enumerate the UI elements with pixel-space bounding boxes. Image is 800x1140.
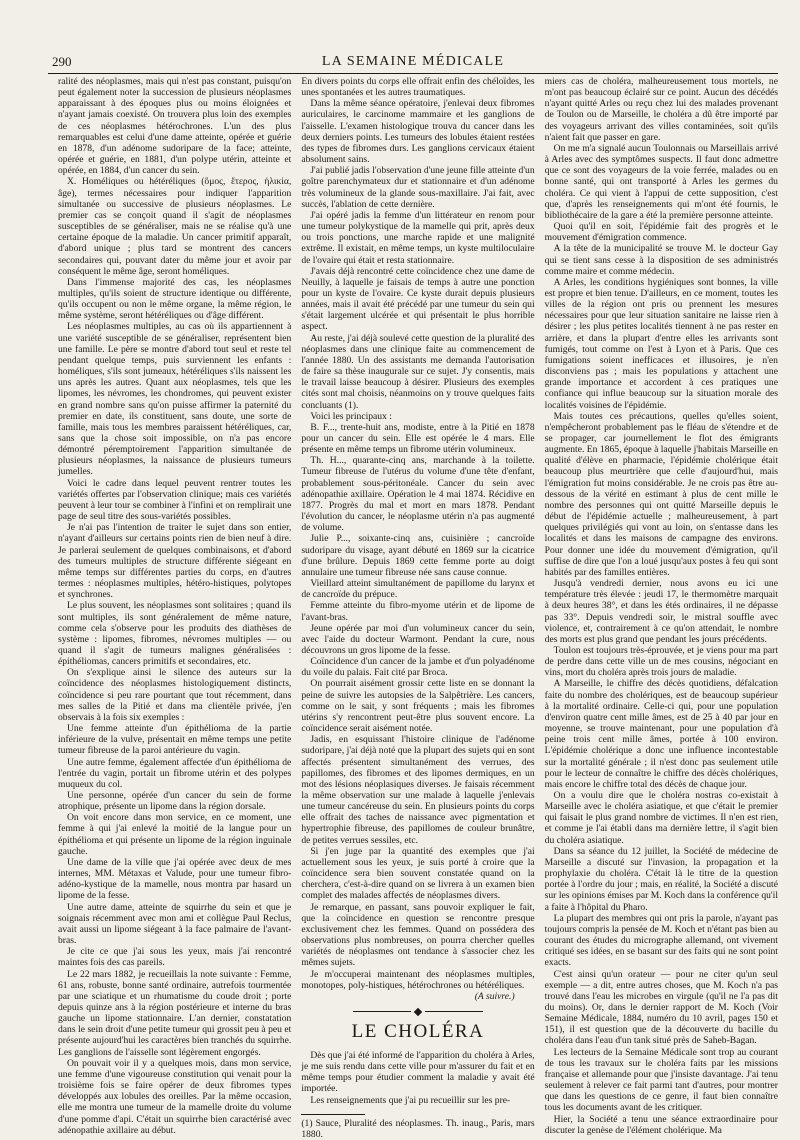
paragraph: Une personne, opérée d'un cancer du sein de forme atrophique, présente un lipome dans la région dorsale. bbox=[58, 790, 292, 813]
paragraph: J'avais déjà rencontré cette coïncidence chez une dame de Neuilly, à laquelle je faisais de temps à autre une ponction pour un kyste de l'ovaire. Ce kyste durait depuis plusieurs années, mais il avait été précédé par une tumeur du sein qui s'était largement ulcérée et qui présentait le plus horrible aspect. bbox=[301, 265, 535, 333]
journal-title: LA SEMAINE MÉDICALE bbox=[321, 54, 505, 69]
paragraph: Les renseignements que j'ai pu recueillir sur les pre- bbox=[310, 1094, 511, 1106]
paragraph: Les néoplasmes multiples, au cas où ils appartiennent à une variété susceptible de se généraliser, représentent bien une famille. Le père se montre d'abord tout seul et reste tel pendant quelque temps, puis surviennent les enfants : homéliques, s'ils sont jumeaux, hétéréliques s'ils naissent les uns après les autres. Quant aux néoplasmes, tels que les lipomes, les névromes, les chondromes, qui peuvent exister en grand nombre sans qu'on puisse affirmer la paternité du premier en date, ils constituent, sans doute, une sorte de famille, mais tous les membres paraissent hétéréliques, car, sans que la chose soit impossible, on n'a pas encore démontré péremptoirement l'apparition simultanée de plusieurs néoplasmes, la naissance de plusieurs tumeurs jumelles. bbox=[58, 321, 292, 478]
paragraph: Voici les principaux : bbox=[310, 410, 392, 422]
paragraph: Vieillard atteint simultanément de papillome du larynx et de cancroïde du prépuce. bbox=[301, 578, 535, 601]
paragraph: On pourrait aisément grossir cette liste en se donnant la peine de suivre les autopsies de la Salpêtrière. Les cancers, comme on le sait, y sont fréquents ; mais les fibromes utérins s'y rencontrent peut-être plus souvent encore. La coïncidence serait aisément notée. bbox=[301, 678, 535, 735]
paragraph: miers cas de choléra, malheureusement tous mortels, ne m'ont pas beaucoup éclairé sur ce point. Aucun des décédés n'ayant quitté Arles ou reçu chez lui des malades provenant de Toulon ou de Marseille, le choléra a dû être importé par des voyageurs arrivant des villes contaminées, soit qu'ils n'aient fait que passer en gare. bbox=[544, 76, 778, 143]
paragraph: Une autre femme, également affectée d'un épithélioma de l'entrée du vagin, portait un fibrome utérin et des polypes muqueux du col. bbox=[58, 756, 292, 790]
paragraph: A la tête de la municipalité se trouve M. le docteur Gay qui se tient sans cesse à la disposition de ses administrés comme maire et comme médecin. bbox=[544, 243, 778, 277]
paragraph: La plupart des membres qui ont pris la parole, n'ayant pas toujours compris la pensée de M. Koch et n'étant pas bien au courant des études du micrographe allemand, ont vivement critiqué ses idées, en se basant sur des faits qui ne sont point exacts. bbox=[544, 912, 778, 969]
paragraph: Le 22 mars 1882, je recueillais la note suivante : Femme, 61 ans, robuste, bonne santé ordinaire, autrefois tourmentée par une sciatique et un rhumatisme du coude droit ; porte depuis quinze ans à la région postérieure et interne du bras gauche un lipome stationnaire. L'an dernier, constatation dans le sein droit d'une petite tumeur qui grossit peu à peu et présente aujourd'hui les caractères bien tranchés du squirrhe. Les ganglions de l'aisselle sont légèrement engorgés. bbox=[58, 968, 292, 1058]
paragraph: Dès que j'ai été informé de l'apparition du choléra à Arles, je me suis rendu dans cette ville pour m'assurer du fait et en même temps pour étudier comment la maladie y avait été importée. bbox=[301, 1049, 535, 1095]
column-1 bbox=[58, 76, 292, 1136]
column-3 bbox=[544, 76, 778, 1136]
running-head bbox=[48, 54, 778, 72]
paragraph: Femme atteinte du fibro-myome utérin et de lipome de l'avant-bras. bbox=[301, 600, 535, 623]
paragraph: Une dame de la ville que j'ai opérée avec deux de mes internes, MM. Métaxas et Valude, pour une tumeur fibro-adéno-kystique de la mamelle, nous montra par hasard un lipome de la fesse. bbox=[58, 856, 292, 902]
section-title: LE CHOLÉRA bbox=[351, 1020, 485, 1042]
paragraph: Je m'occuperai maintenant des néoplasmes multiples, monotopes, poly-histiques, hétérochrones ou hétéréliques. bbox=[301, 968, 535, 991]
paragraph: A Marseille, le chiffre des décès quotidiens, défalcation faite du nombre des cholériques, est de beaucoup supérieur à la mortalité ordinaire. Celle-ci qui, pour une population d'environ quatre cent mille âmes, est de 25 à 40 par jour en moyenne, se trouve maintenant, pour une population d'à peine trois cent mille âmes, portée à 100 environ. L'épidémie cholérique a donc une influence incontestable sur la mortalité générale ; il n'est donc pas seulement utile pour le lecteur de connaître le chiffre des décès cholériques, mais encore le chiffre total des décès de chaque jour. bbox=[544, 678, 778, 790]
paragraph: Je n'ai pas l'intention de traiter le sujet dans son entier, n'ayant d'ailleurs sur certains points rien de bien neuf à dire. Je parlerai seulement de quelques combinaisons, et d'abord des tumeurs multiples de structure différente siégeant en même temps sur différentes parties du corps, en d'autres termes : néoplasmes multiples, hétéro-histiques, polytopes et synchrones. bbox=[58, 522, 292, 601]
ornament-line-right bbox=[425, 1011, 483, 1012]
paragraph: B. F..., trente-huit ans, modiste, entre à la Pitié en 1878 pour un cancer du sein. Elle est opérée le 4 mars. Elle présente en même temps un fibrome utérin volumineux. bbox=[301, 421, 535, 456]
paragraph: Th. H..., quarante-cinq ans, marchande à la toilette. Tumeur fibreuse de l'utérus du volume d'une tête d'enfant, probablement sous-péritonéale. Cancer du sein avec adénopathie axillaire. Opération le 4 mai 1874. Récidive en 1877. Progrès du mal et mort en mars 1878. Pendant l'évolution du cancer, le néoplasme utérin n'a pas augmenté de volume. bbox=[301, 455, 535, 534]
paragraph: Coïncidence d'un cancer de la jambe et d'un polyadénome du voile du palais. Fait cité par Broca. bbox=[301, 656, 535, 679]
paragraph: Une autre dame, atteinte de squirrhe du sein et que je soignais récemment avec mon ami et collègue Paul Reclus, avait aussi un lipome siégeant à la face palmaire de l'avant-bras. bbox=[58, 901, 292, 947]
paragraph: Julie P..., soixante-cinq ans, cuisinière ; cancroïde sudoripare du visage, ayant débuté en 1869 sur la cicatrice d'une brûlure. Depuis 1869 cette femme porte au doigt annulaire une tumeur fibreuse née sans cause connue. bbox=[301, 533, 535, 578]
paragraph: Dans sa séance du 12 juillet, la Société de médecine de Marseille a discuté sur l'invasion, la propagation et la prophylaxie du choléra. C'était là le titre de la question portée à l'ordre du jour ; mais, en réalité, la Société a discuté sur les opinions émises par M. Koch dans la conférence qu'il a faite à l'hôpital du Pharo. bbox=[544, 845, 778, 913]
article-columns bbox=[58, 76, 778, 1140]
to-be-continued: (A suivre.) bbox=[474, 990, 515, 1002]
paragraph: J'ai publié jadis l'observation d'une jeune fille atteinte d'un goître parenchymateux dur et stationnaire et d'un adénome très volumineux de la glande sous-maxillaire. J'ai fait, avec succès, l'ablation de cette dernière. bbox=[301, 165, 535, 210]
paragraph: Je remarque, en passant, sans pouvoir expliquer le fait, que la coïncidence en question se rencontre presque exclusivement chez les femmes. Quand on possédera des observations plus nombreuses, on pourra chercher quelles variétés de néoplasmes ont tendance à s'associer chez les mêmes sujets. bbox=[301, 901, 535, 969]
paragraph: Hier, la Société a tenu une séance extraordinaire pour discuter la genèse de l'élément cholérique. Ma bbox=[544, 1113, 778, 1136]
footnote: (1) Sauce, Pluralité des néoplasmes. Th. inaug., Paris, mars 1880. bbox=[301, 1117, 535, 1140]
paragraph: Les lecteurs de la Semaine Médicale sont trop au courant de tous les travaux sur le choléra faits par les missions française et allemande pour que j'insiste davantage. J'ai tenu seulement à relever ce fait parmi tant d'autres, pour montrer que dans les questions de ce genre, il faut bien connaître tous les documents avant de les critiquer. bbox=[544, 1046, 778, 1114]
paragraph: ralité des néoplasmes, mais qui n'est pas constant, puisqu'on peut également noter la succession de plusieurs néoplasmes apparaissant à des époques plus ou moins éloignées et n'ayant jamais coexisté. On trouvera plus loin des exemples de ces néoplasmes hétérochrones. L'un des plus remarquables est celui d'une dame atteinte, opérée et guérie en 1878, d'un adénome sudoripare de la face; atteinte, opérée et guérie, en 1881, d'un polype utérin, atteinte et opérée, en 1884, d'un cancer du sein. bbox=[58, 76, 292, 177]
paragraph: Voici le cadre dans lequel peuvent rentrer toutes les variétés offertes par l'observation clinique; mais ces variétés peuvent à leur tour se combiner à l'infini et on remplirait une page de seul titre des sous-variétés possibles. bbox=[58, 477, 292, 523]
paragraph: Quoi qu'il en soit, l'épidémie fait des progrès et le mouvement d'émigration commence. bbox=[544, 221, 778, 244]
paragraph: C'est ainsi qu'un orateur — pour ne citer qu'un seul exemple — a dit, entre autres choses, que M. Koch n'a pas trouvé dans l'eau les microbes en virgule (qu'il ne l'a pas dit du moins). Or, dans le dernier rapport de M. Koch (Voir Semaine Médicale, 1884, numéro du 10 avril, pages 150 et 151), il est question que de la découverte du bacille du choléra dans l'eau d'un tank situé près de Saheb-Bagan. bbox=[544, 968, 778, 1047]
paragraph: Au reste, j'ai déjà soulevé cette question de la pluralité des néoplasmes dans une clinique faite au commencement de l'année 1880. Un des assistants me demanda l'autorisation de faire sa thèse inaugurale sur ce sujet. J'y consentis, mais le travail laisse beaucoup à désirer. Plusieurs des exemples cités sont mal choisis, néanmoins on y trouve quelques faits concluants (1). bbox=[301, 332, 535, 411]
paragraph: En divers points du corps elle offrait enfin des chéloïdes, les unes spontanées et les autres traumatiques. bbox=[301, 76, 535, 99]
paragraph: A Arles, les conditions hygiéniques sont bonnes, la ville est propre et bien tenue. D'ailleurs, en ce moment, toutes les villes de la région ont pris ou prennent les mesures nécessaires pour que leur situation sanitaire ne laisse rien à désirer ; les plus petites localités tiennent à ne pas rester en arrière, et dans la plupart d'entre elles les arrivants sont fumigés, tout comme on l'est à Lyon et à Paris. Que ces fumigations soient inefficaces et illusoires, je n'en disconviens pas ; mais les populations y attachent une grande importance et accordent à ces pratiques une confiance qui influe beaucoup sur la situation morale des localités voisines de l'épidémie. bbox=[544, 276, 778, 411]
paragraph: Jeune opérée par moi d'un volumineux cancer du sein, avec l'aide du docteur Warmont. Pendant la cure, nous découvrons un gros lipome de la fesse. bbox=[301, 622, 535, 656]
paragraph: J'ai opéré jadis la femme d'un littérateur en renom pour une tumeur polykystique de la mamelle qui prit, après deux ou trois ponctions, une marche rapide et une malignité extrême. Il existait, en même temps, un kyste multiloculaire de l'ovaire qui était et resta stationnaire. bbox=[301, 209, 535, 266]
paragraph: Jusqu'à vendredi dernier, nous avons eu ici une température très élevée : jeudi 17, le thermomètre marquait à deux heures 38°, et dans les étés ordinaires, il ne dépasse pas 33°. Depuis vendredi soir, le mistral souffle avec violence, et, contrairement à ce qu'on attendait, le nombre des morts est plus grand que pendant les jours précédents. bbox=[544, 578, 778, 645]
paragraph: On me m'a signalé aucun Toulonnais ou Marseillais arrivé à Arles avec des symptômes suspects. Il faut donc admettre que ce sont des voyageurs de la voie ferrée, malades ou en bonne santé, qui ont transporté à Arles les germes du choléra. Ce qui vient à l'appui de cette supposition, c'est que, d'après les renseignements qui m'ont été fournis, le bibliothécaire de la gare a été la première personne atteinte. bbox=[544, 142, 778, 221]
paragraph: On s'explique ainsi le silence des auteurs sur la coïncidence des néoplasmes histologiquement distincts, coïncidence si peu rare pourtant que tout récemment, dans mes salles de la Pitié et dans ma clientèle privée, j'en observais à la fois six exemples : bbox=[58, 667, 292, 723]
section-ornament bbox=[301, 1008, 534, 1016]
paragraph: Une femme atteinte d'un épithélioma de la partie inférieure de la vulve, présentait en même temps une petite tumeur fibreuse de la paroi antérieure du vagin. bbox=[58, 723, 292, 757]
paragraph: Jadis, en esquissant l'histoire clinique de l'adénome sudoripare, j'ai déjà noté que la plupart des sujets qui en sont affectés présentent simultanément des verrues, des papillomes, des fibromes et des lipomes dermiques, en un mot des lésions néoplasiques diverses. Je faisais récemment la même observation sur une malade à laquelle j'enlevais une tumeur cancéreuse du sein. En plusieurs points du corps elle offrait des taches de naissance avec pigmentation et hypertrophie fibreuse, des papillomes de couleur brunâtre, de petites verrues sessiles, etc. bbox=[301, 734, 535, 846]
paragraph: On voit encore dans mon service, en ce moment, une femme à qui j'ai enlevé la moitié de la langue pour un épithélioma et qui présente un lipome de la région inguinale gauche. bbox=[58, 812, 292, 857]
paragraph: Toulon est toujours très-éprouvée, et je viens pour ma part de perdre dans cette ville un de mes cousins, négociant en vins, mort du choléra après trois jours de maladie. bbox=[544, 644, 778, 679]
paragraph: Dans la même séance opératoire, j'enlevai deux fibromes auriculaires, le carcinome mammaire et les ganglions de l'aisselle. L'examen histologique trouva du cancer dans les deux derniers points. Les tumeurs des lobules étaient restées des types de fibromes durs. Les ganglions cervicaux étaient absolument sains. bbox=[301, 98, 535, 166]
paragraph: X. Homéliques ou hétéréliques (ὅμος, ἕτερος, ἡλικία, âge), termes nécessaires pour indiquer l'apparition simultanée ou successive de plusieurs néoplasmes. Le premier cas se conçoit quand il s'agit de néoplasmes susceptibles de se généraliser, mais ne se réalise qu'à une certaine époque de la maladie. Un cancer primitif apparaît, d'abord unique ; plus tard se montrent des cancers secondaires qui, pouvant dater du même jour et avoir par conséquent le même âge, seront homéliques. bbox=[58, 176, 292, 277]
column-2 bbox=[301, 76, 535, 1140]
paragraph: On a voulu dire que le choléra nostras co-existait à Marseille avec le choléra asiatique, et que c'était le premier qui faisait le plus grand nombre de victimes. Il n'en est rien, et comme je l'ai établi dans ma dernière lettre, il s'agit bien du choléra asiatique. bbox=[544, 790, 778, 846]
paragraph: Le plus souvent, les néoplasmes sont solitaires ; quand ils sont multiples, ils sont généralement de même nature, comme cela s'observe pour les produits des diathèses de système : lipomes, fibromes, névromes multiples — ou quand il s'agit de tumeurs malignes généralisées : épithéliomas, cancers primitifs et secondaires, etc. bbox=[58, 600, 292, 668]
page-number: 290 bbox=[52, 54, 72, 69]
header-rule bbox=[48, 73, 778, 74]
ornament-line-left bbox=[353, 1011, 411, 1012]
paragraph: Dans l'immense majorité des cas, les néoplasmes multiples, qu'ils soient de structure identique ou différente, qu'ils occupent ou non le même organe, la même région, le même système, seront hétéréliques ou d'âge différent. bbox=[58, 276, 292, 322]
footnote-rule bbox=[301, 1114, 365, 1115]
paragraph: On pouvait voir il y a quelques mois, dans mon service, une femme d'une vigoureuse constitution qui venait pour la troisième fois se faire opérer de deux fibromes types développés aux lobules des oreilles. Par la même occasion, elle me montra une tumeur de la mamelle droite du volume d'une pomme d'api. C'était un squirrhe bien caractérisé avec adénopathie axillaire au début. bbox=[58, 1057, 292, 1136]
paragraph: Mais toutes ces précautions, quelles qu'elles soient, n'empêcheront probablement pas le fléau de s'étendre et de se propager, car journellement le flot des émigrants augmente. En 1865, époque à laquelle j'habitais Marseille en qualité d'élève en pharmacie, l'épidémie cholérique était beaucoup plus meurtrière que celle d'aujourd'hui, mais l'émigration fut moins considérable. Je ne crois pas être au-dessous de la vérité en estimant à plus de cent mille le nombre des personnes qui ont quitté Marseille depuis le début de l'épidémie actuelle ; malheureusement, à part quelques privilégiés qui vont au loin, on s'entasse dans les localités et dans les maisons de campagne des environs. Pour donner une idée du mouvement d'émigration, qu'il suffise de dire que l'on a loué jusqu'aux postes à feu qui sont habités par des familles entières. bbox=[544, 410, 778, 578]
ornament-diamond-icon bbox=[414, 1008, 422, 1016]
paragraph: Si j'en juge par la quantité des exemples que j'ai actuellement sous les yeux, je suis porté à croire que la coïncidence sera bien souvent constatée quand on la cherchera, c'est-à-dire quand on se livrera à un examen bien complet des malades affectés de néoplasmes divers. bbox=[301, 845, 535, 902]
paragraph: Je cite ce que j'ai sous les yeux, mais j'ai rencontré maintes fois des cas pareils. bbox=[58, 946, 292, 969]
